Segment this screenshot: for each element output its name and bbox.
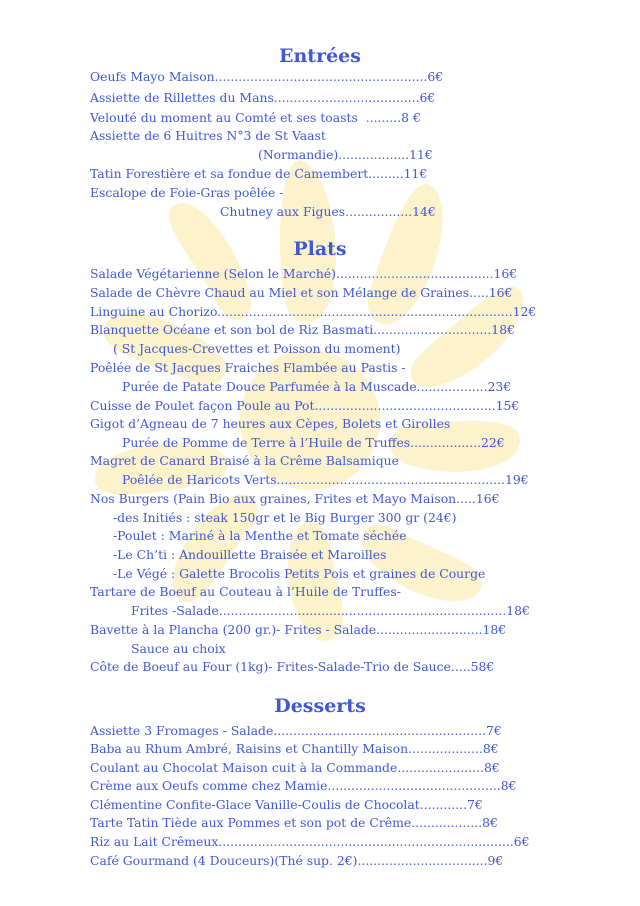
menu-item-continuation: ( St Jacques-Crevettes et Poisson du moment) bbox=[113, 341, 401, 356]
menu-item-continuation: (Normandie)..................11€ bbox=[258, 147, 433, 162]
menu-item: Assiette de Rillettes du Mans.....................................6€ bbox=[90, 90, 436, 105]
menu-item-option: -des Initiés : steak 150gr et le Big Burger 300 gr (24€) bbox=[113, 510, 457, 525]
desserts-title: Desserts bbox=[274, 695, 366, 717]
menu-item: Crème aux Oeufs comme chez Mamie............................................8€ bbox=[90, 778, 517, 793]
menu-item: Magret de Canard Braisé à la Crême Balsamique bbox=[90, 453, 399, 468]
menu-item: Tatin Forestière et sa fondue de Camembert.........11€ bbox=[90, 166, 428, 181]
menu-item: Blanquette Océane et son bol de Riz Basmati..............................18€ bbox=[90, 322, 515, 337]
menu-item: Assiette 3 Fromages - Salade......................................................7€ bbox=[90, 723, 502, 738]
menu-item: Velouté du moment au Comté et ses toasts .........8 € bbox=[90, 110, 421, 125]
menu-item-continuation: Sauce au choix bbox=[131, 641, 226, 656]
menu-item: Café Gourmand (4 Douceurs)(Thé sup. 2€).................................9€ bbox=[90, 853, 504, 868]
menu-item-continuation: Purée de Pomme de Terre à l’Huile de Truffes..................22€ bbox=[122, 435, 505, 450]
menu-item: Gigot d’Agneau de 7 heures aux Cèpes, Bolets et Girolles bbox=[90, 416, 451, 431]
menu-item: Baba au Rhum Ambré, Raisins et Chantilly Maison...................8€ bbox=[90, 741, 499, 756]
entrees-title: Entrées bbox=[279, 45, 361, 67]
menu-item-option: -Le Végé : Galette Brocolis Petits Pois et graines de Courge bbox=[113, 566, 486, 581]
menu-item: Clémentine Confite-Glace Vanille-Coulis de Chocolat............7€ bbox=[90, 797, 483, 812]
menu-item: Linguine au Chorizo...........................................................................12€ bbox=[90, 304, 537, 319]
menu-item: Bavette à la Plancha (200 gr.)- Frites - Salade...........................18€ bbox=[90, 622, 507, 637]
menu-item: Poêlée de St Jacques Fraiches Flambée au Pastis - bbox=[90, 360, 406, 375]
menu-item-continuation: Chutney aux Figues.................14€ bbox=[220, 204, 436, 219]
menu-item: Tarte Tatin Tiède aux Pommes et son pot de Crême..................8€ bbox=[90, 815, 498, 830]
menu-item: Coulant au Chocolat Maison cuit à la Commande......................8€ bbox=[90, 760, 500, 775]
menu-item-continuation: Purée de Patate Douce Parfumée à la Muscade..................23€ bbox=[122, 379, 512, 394]
menu-item: Nos Burgers (Pain Bio aux graines, Frites et Mayo Maison.....16€ bbox=[90, 491, 500, 506]
menu-item-continuation: Frites -Salade.........................................................................18€ bbox=[131, 603, 530, 618]
menu-item: Salade Végétarienne (Selon le Marché)........................................16€ bbox=[90, 266, 518, 281]
menu-item: Riz au Lait Crêmeux...........................................................................6€ bbox=[90, 834, 530, 849]
menu-item: Côte de Boeuf au Four (1kg)- Frites-Salade-Trio de Sauce.....58€ bbox=[90, 659, 495, 674]
menu-item-option: -Poulet : Mariné à la Menthe et Tomate séchée bbox=[113, 528, 407, 543]
menu-item: Escalope de Foie-Gras poêlée - bbox=[90, 185, 284, 200]
menu-item: Tartare de Boeuf au Couteau à l’Huile de Truffes- bbox=[90, 584, 401, 599]
menu-item: Salade de Chèvre Chaud au Miel et son Mélange de Graines.....16€ bbox=[90, 285, 513, 300]
menu-item-option: -Le Ch’ti : Andouillette Braisée et Maroilles bbox=[113, 547, 387, 562]
menu-item: Oeufs Mayo Maison......................................................6€ bbox=[90, 69, 444, 84]
plats-title: Plats bbox=[293, 238, 347, 260]
menu-item: Assiette de 6 Huitres N°3 de St Vaast bbox=[90, 128, 326, 143]
menu-item: Cuisse de Poulet façon Poule au Pot..............................................15€ bbox=[90, 398, 520, 413]
menu-item-continuation: Poêlée de Haricots Verts..........................................................19€ bbox=[122, 472, 529, 487]
